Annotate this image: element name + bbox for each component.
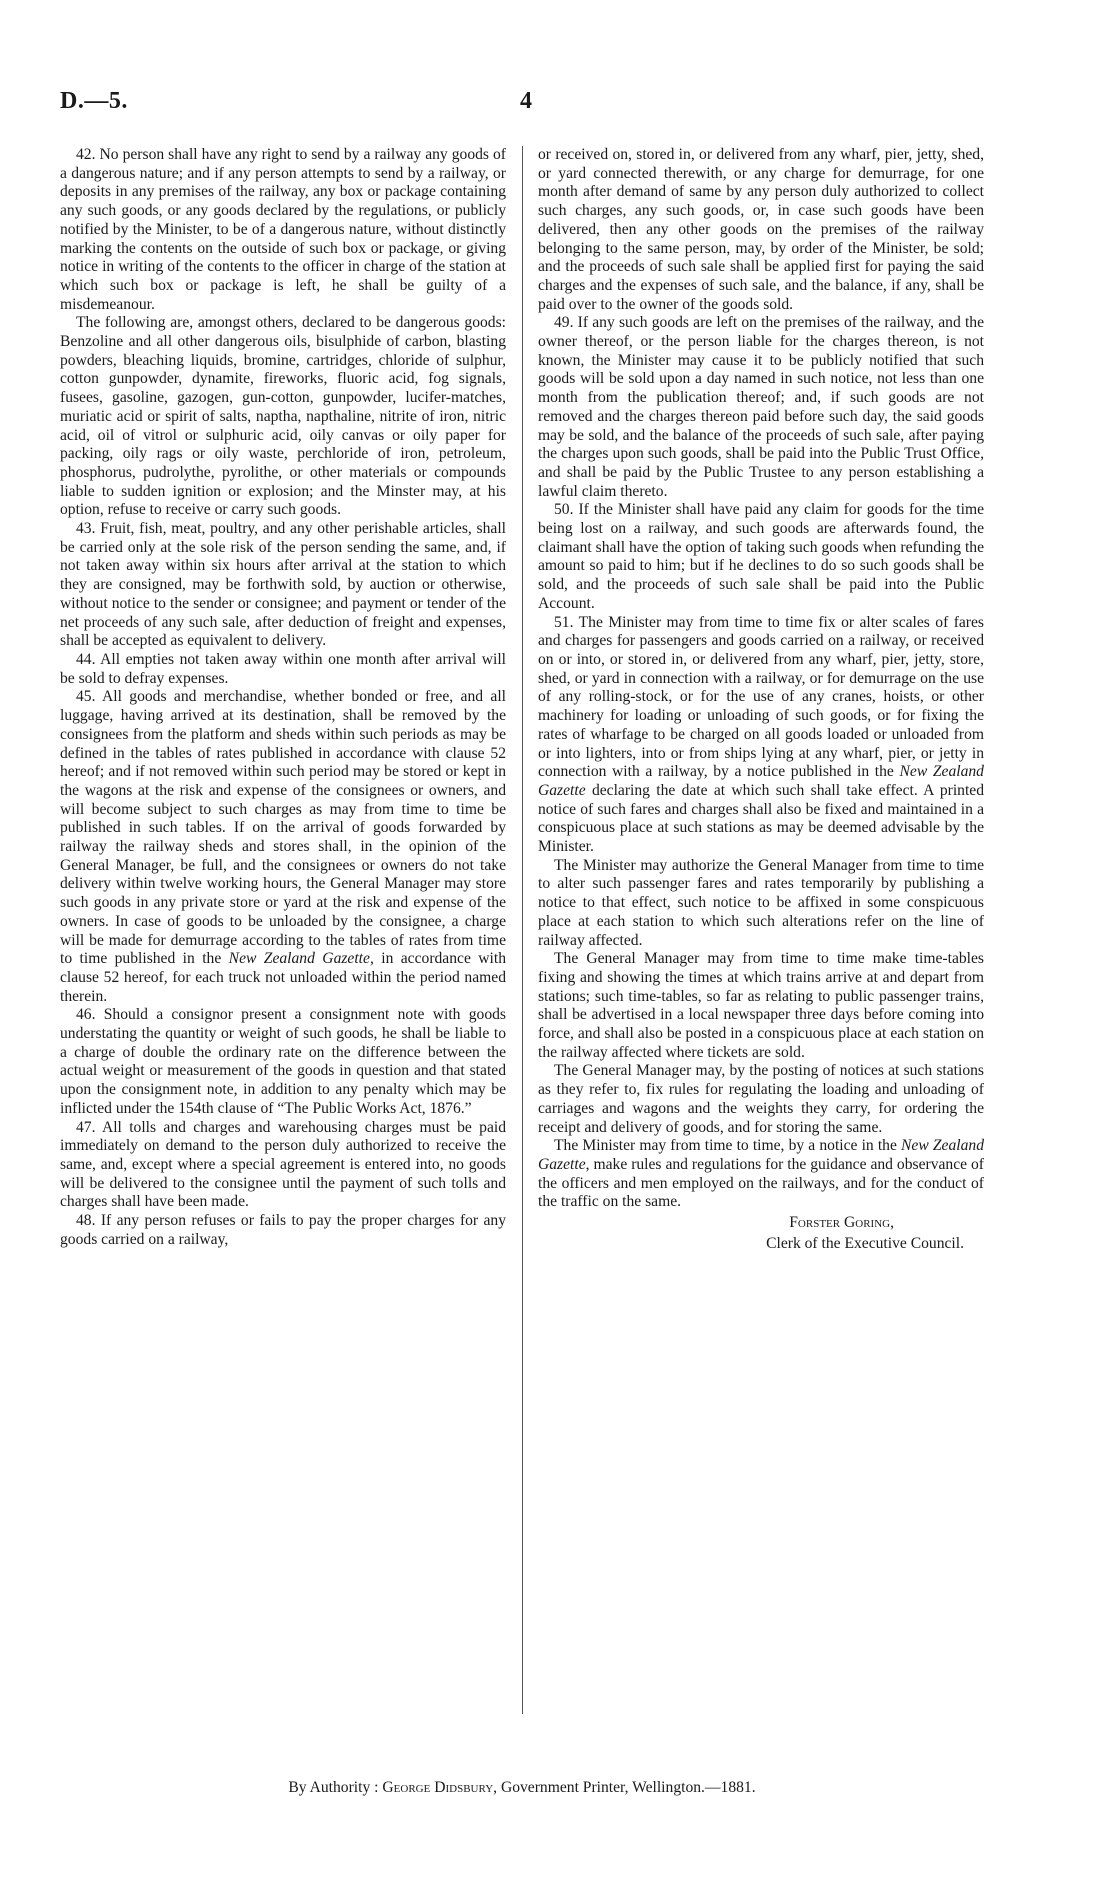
clause-51-timetables: The General Manager may from time to time make time-tables fixing and showing the times at which trains arrive at and depart from stations; such time-tables, so far as relating to public passenger trains, shall be advertised in a local newspaper three days before coming into force, and shall also be posted in a conspicuous place at each station on the railway affected where tickets are sold. <box>538 950 984 1061</box>
page-header <box>60 88 984 128</box>
clause-43: 43. Fruit, fish, meat, poultry, and any other perishable articles, shall be carried only at the sole risk of the person sending the same, and, if not taken away within six hours after arrival at the station to which they are consigned, may be forthwith sold, by auction or otherwise, without notice to the sender or consignee; and payment or tender of the net proceeds of any such sale, after deduction of freight and expenses, shall be accepted as equivalent to delivery. <box>60 520 506 650</box>
right-column <box>538 146 984 1253</box>
clause-48-continued: or received on, stored in, or delivered from any wharf, pier, jetty, shed, or yard connected therewith, or any charge for demurrage, for one month after demand of same by any person duly authorized to collect such charges, any such goods, or, in case such goods have been delivered, then any other goods on the premises of the railway belonging to the same person, may, by order of the Minister, be sold; and the proceeds of such sale shall be applied first for paying the said charges and the expenses of such sale, and the balance, if any, shall be paid over to the owner of the goods sold. <box>538 146 984 313</box>
clause-45-text-end: , in accordance with clause 52 hereof, for each truck not unloaded within the period named therein. <box>60 950 506 1005</box>
clause-42: 42. No person shall have any right to send by a railway any goods of a dangerous nature; and if any person attempts to send by a railway, or deposits in any premises of the railway, any box or package containing any such goods, or any goods declared by the regulations, or publicly notified by the Minister, to be of a dangerous nature, without distinctly marking the contents on the outside of such box or package, or giving notice in writing of the contents to the officer in charge of the station at which such box or package is left, he shall be guilty of a misdemeanour. <box>60 146 506 313</box>
clause-50: 50. If the Minister shall have paid any claim for goods for the time being lost on a railway, and such goods are afterwards found, the claimant shall have the option of taking such goods when refunding the amount so paid to him; but if he declines to do so such goods shall be sold, and the proceeds of such sale shall be paid into the Public Account. <box>538 501 984 612</box>
clause-44: 44. All empties not taken away within one month after arrival will be sold to defray expenses. <box>60 650 506 687</box>
dangerous-goods-list: The following are, amongst others, declared to be dangerous goods: Benzoline and all other dangerous oils, bisulphide of carbon, blasting powders, bleaching liquids, bromine, cartridges, chloride of sulphur, cotton gunpowder, dynamite, fireworks, fluoric acid, fog signals, fusees, gasoline, gazogen, gun-cotton, gunpowder, lucifer-matches, muriatic acid or spirit of salts, naptha, napthaline, nitrite of iron, nitric acid, oil of vitrol or sulphuric acid, oily canvas or oily paper for packing, oily rags or oily waste, perchloride of iron, petroleum, phosphorus, pudrolythe, pyrolithe, or other materials or compounds liable to sudden ignition or explosion; and the Minster may, at his option, refuse to receive or carry such goods. <box>60 314 506 519</box>
regulations-text-end: , make rules and regulations for the guidance and observance of the officers and men employed on the railways, and for the conduct of the traffic on the same. <box>538 1155 984 1211</box>
clause-51-loading-rules: The General Manager may, by the posting of notices at such stations as they refer to, fix rules for regulating the loading and unloading of carriages and wagons and the weights they carry, for ordering the receipt and delivery of goods, and for storing the same. <box>538 1062 984 1136</box>
clause-51-fares: The Minister may authorize the General Manager from time to time to alter such passenger fares and rates temporarily by publishing a notice to that effect, such notice to be affixed in some conspicuous place at each station to which such alterations refer on the line of railway affected. <box>538 856 984 949</box>
regulations-text: The Minister may from time to time, by a notice in the <box>554 1137 897 1155</box>
body-columns <box>60 146 984 1746</box>
clause-51 <box>538 614 984 857</box>
gazette-title: New Zealand Gazette <box>538 763 984 799</box>
page-number: 4 <box>520 88 532 114</box>
imprint-prefix: By Authority : <box>288 1779 379 1796</box>
clause-45-text: 45. All goods and merchandise, whether bonded or free, and all luggage, having arrived at its destination, shall be removed by the consignees from the platform and sheds within such periods as may be defined in the tables of rates published in accordance with clause 52 hereof; and if not removed within such period may be stored or kept in the wagons at the risk and expense of the consignees or owners, and will become subject to such charges as may from time to time be published in such tables. If on the arrival of goods forwarded by railway the railway sheds and stores shall, in the opinion of the General Manager, be full, and the consignees or owners do not take delivery within twelve working hours, the General Manager may store such goods in any private store or yard at the risk and expense of the owners. In case of goods to be unloaded by the consignee, a charge will be made for demurrage according to the tables of rates from time to time published in the <box>60 688 506 968</box>
left-column <box>60 146 506 1249</box>
signatory-name: Forster Goring, <box>789 1214 894 1232</box>
gazette-title: New Zealand Gazette <box>228 950 370 968</box>
printer-name: George Didsbury <box>382 1779 494 1796</box>
clause-46: 46. Should a consignor present a consignment note with goods understating the quantity or weight of such goods, he shall be liable to a charge of double the ordinary rate on the difference between the actual weight or measurement of the goods in question and that stated upon the consignment note, in addition to any penalty which may be inflicted under the 154th clause of “The Public Works Act, 1876.” <box>60 1006 506 1117</box>
clause-45 <box>60 688 506 1006</box>
clause-51-text-end: declaring the date at which such shall take effect. A printed notice of such fares and charges shall also be fixed and maintained in a conspicuous place at such stations as may be deemed advisable by the Minister. <box>538 781 984 856</box>
clause-51-text: 51. The Minister may from time to time fix or alter scales of fares and charges for passengers and goods carried on a railway, or received on or into, or stored in, or delivered from any wharf, pier, jetty, store, shed, or yard in connection with a railway, or for demurrage on the use of any rolling-stock, or for the use of any cranes, hoists, or other machinery for loading or unloading of such goods, or for fixing the rates of wharfage to be charged on all goods loaded or unloaded from or into lighters, into or from ships lying at any wharf, pier, or jetty in connection with a railway, by a notice published in the <box>538 613 984 781</box>
clause-51-regulations <box>538 1137 984 1212</box>
imprint-suffix: , Government Printer, Wellington.—1881. <box>493 1779 756 1796</box>
clause-48: 48. If any person refuses or fails to pay the proper charges for any goods carried on a railway, <box>60 1212 506 1248</box>
signatory-title: Clerk of the Executive Council. <box>766 1234 964 1252</box>
column-divider <box>522 146 523 1714</box>
clause-49: 49. If any such goods are left on the premises of the railway, and the owner thereof, or the person liable for the charges thereon, is not known, the Minister may cause it to be publicly notified that such goods will be sold upon a day named in such notice, not less than one month from the publication thereof; and, if such goods are not removed and the charges thereon paid before such day, the said goods may be sold, and the balance of the proceeds of such sale, after paying the charges upon such goods, shall be paid into the Public Trust Office, and shall be paid by the Public Trustee to any person establishing a lawful claim thereto. <box>538 314 984 500</box>
document-reference: D.—5. <box>60 88 128 114</box>
clause-47: 47. All tolls and charges and warehousing charges must be paid immediately on demand to the person duly authorized to receive the same, and, except where a special agreement is entered into, no goods will be delivered to the consignee until the payment of such tolls and charges shall have been made. <box>60 1118 506 1211</box>
imprint-footer <box>60 1779 984 1797</box>
gazette-title: New Zealand Gazette <box>538 1137 984 1173</box>
